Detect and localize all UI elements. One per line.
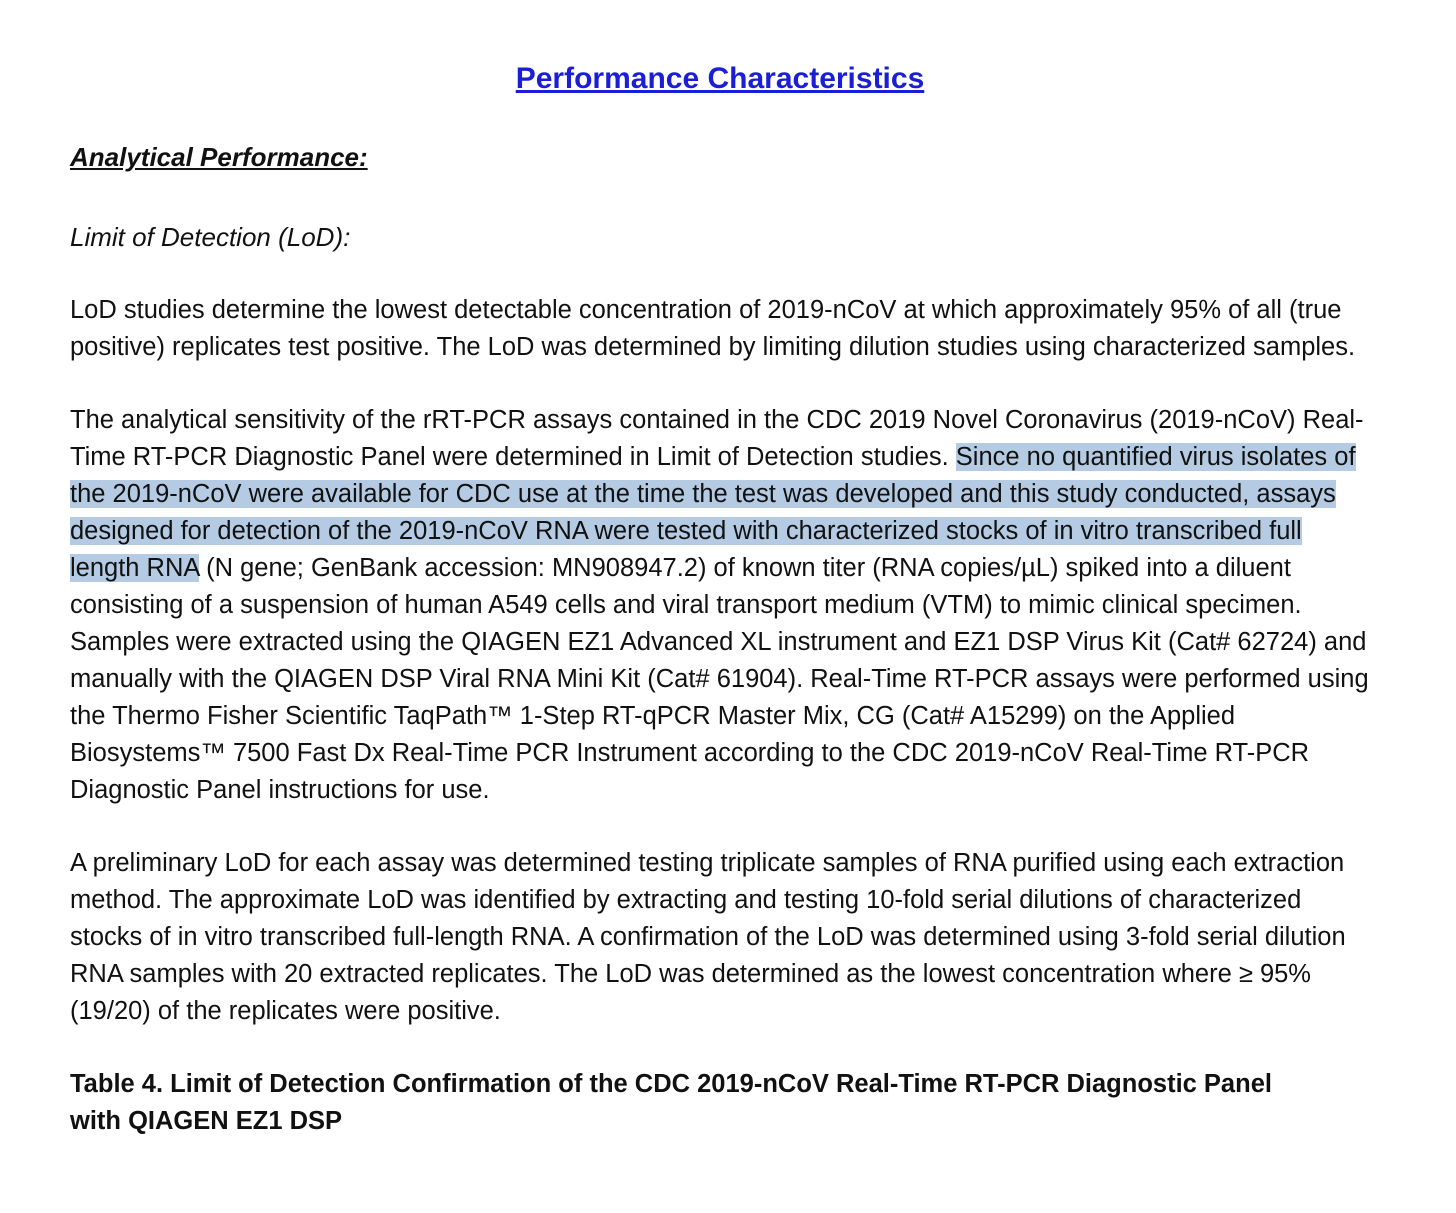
paragraph-text: (N gene; GenBank accession: MN908947.2) of known titer (RNA copies/µL) spiked into a diluent consisting of a suspension of human A549 cells and viral transport medium (VTM) to mimic clinical specimen. Samples were extracted using the QIAGEN EZ1 Advanced XL instrument and EZ1 DSP Virus Kit (Cat# 62724) and manually with the QIAGEN DSP Viral RNA Mini Kit (Cat# 61904). Real-Time RT-PCR assays were performed using the Thermo Fisher Scientific TaqPath™ 1-Step RT-qPCR Master Mix, CG (Cat# A15299) on the Applied Biosystems™ 7500 Fast Dx Real-Time PCR Instrument according to the CDC 2019-nCoV Real-Time RT-PCR Diagnostic Panel instructions for use. xyxy=(70,554,1369,804)
section-heading: Analytical Performance: xyxy=(70,142,368,172)
selected-text-highlight[interactable]: Since no quantified virus isolates of the 2019-nCoV were available for CDC use at the time the test was developed and this study conducted, assays designed for detection of the 2019-nCoV RNA were tested with characterized stocks of in vitro transcribed full length RNA xyxy=(70,443,1356,582)
table-caption: Table 4. Limit of Detection Confirmation of the CDC 2019-nCoV Real-Time RT-PCR Diagnostic Panel xyxy=(70,1070,1272,1098)
paragraph-text: The analytical sensitivity of the rRT-PCR assays contained in the CDC 2019 Novel Coronavirus (2019-nCoV) Real-Time RT-PCR Diagnostic Panel were determined in Limit of Detection studies. xyxy=(70,406,1364,471)
document-page xyxy=(70,58,1370,1135)
sub-heading: Limit of Detection (LoD): xyxy=(70,222,351,252)
table-caption-continuation: with QIAGEN EZ1 DSP xyxy=(70,1107,343,1135)
paragraph-analytical-sensitivity xyxy=(70,402,1370,809)
paragraph-lod-definition: LoD studies determine the lowest detectable concentration of 2019-nCoV at which approximately 95% of all (true positive) replicates test positive. The LoD was determined by limiting dilution studies using characterized samples. xyxy=(70,296,1356,361)
page-title[interactable]: Performance Characteristics xyxy=(515,62,925,95)
paragraph-preliminary-lod: A preliminary LoD for each assay was determined testing triplicate samples of RNA purified using each extraction method. The approximate LoD was identified by extracting and testing 10-fold serial dilutions of characterized stocks of in vitro transcribed full-length RNA. A confirmation of the LoD was determined using 3-fold serial dilution RNA samples with 20 extracted replicates. The LoD was determined as the lowest concentration where ≥ 95% (19/20) of the replicates were positive. xyxy=(70,849,1346,1025)
